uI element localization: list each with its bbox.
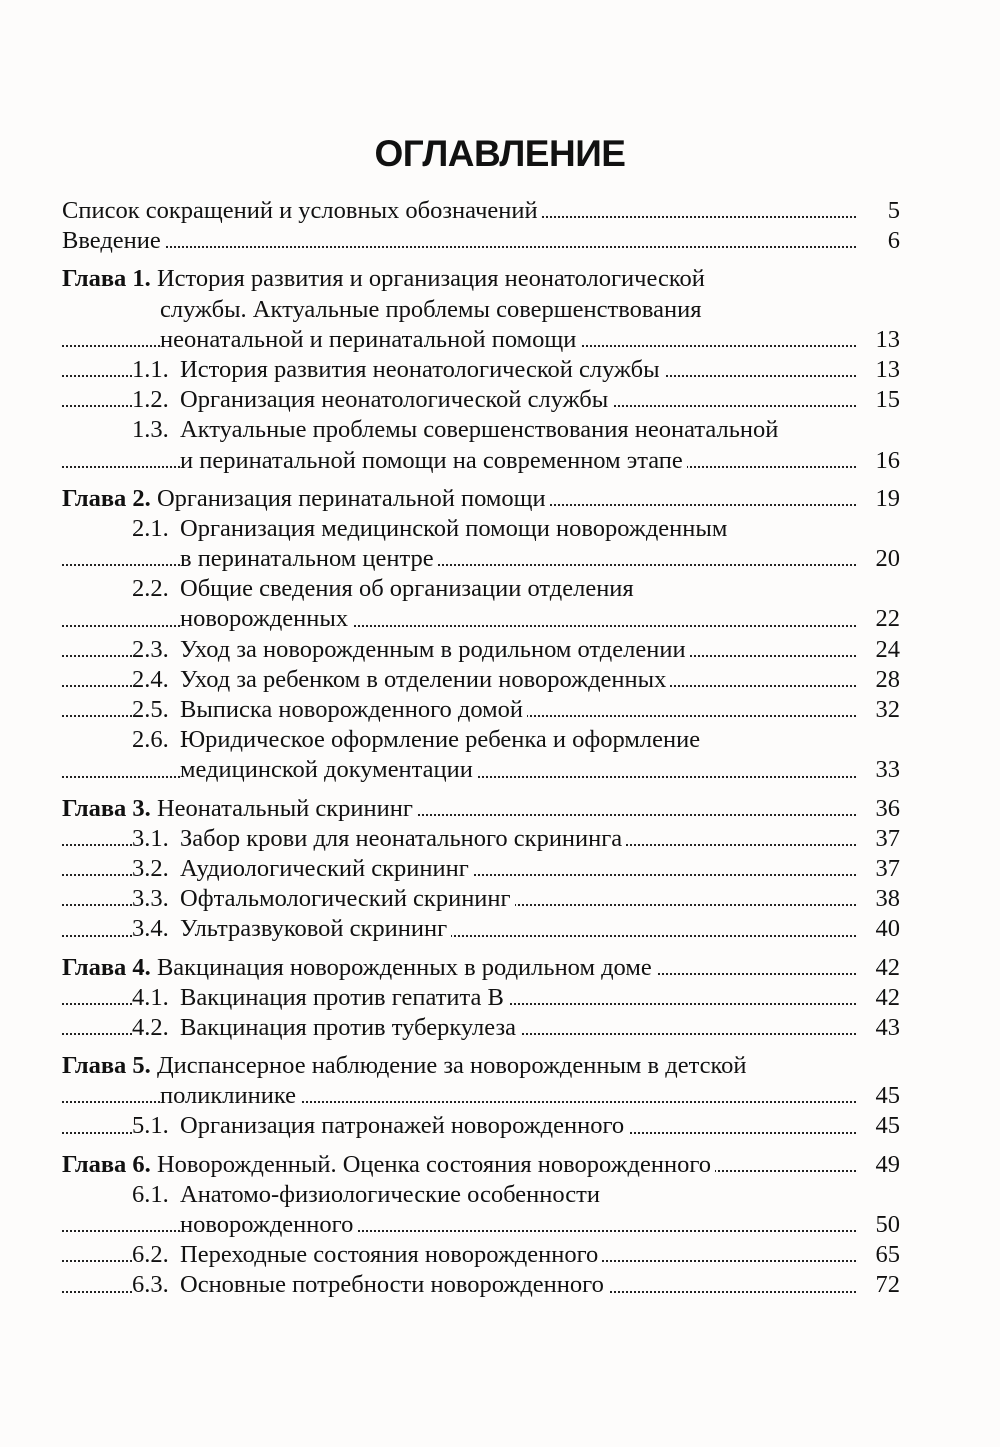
section-number: 2.2. <box>132 575 169 603</box>
toc-section-line[interactable] <box>62 914 900 944</box>
section-title: в перинатальном центре <box>180 545 434 573</box>
page-number: 43 <box>860 1013 900 1043</box>
entry-text <box>132 385 612 415</box>
section-number: 3.2. <box>132 854 169 882</box>
chapter-label: Глава 2. <box>62 484 157 512</box>
chapter-label: Глава 5. <box>62 1052 157 1080</box>
entry-text <box>132 1270 608 1300</box>
toc-section-line[interactable] <box>62 1013 900 1043</box>
page-title: ОГЛАВЛЕНИЕ <box>374 133 626 174</box>
toc-entry-line[interactable] <box>62 196 900 226</box>
page-number: 37 <box>860 854 900 884</box>
page-number: 42 <box>860 953 900 983</box>
entry-text <box>160 295 705 325</box>
chapter-label: Глава 3. <box>62 794 157 822</box>
page-number: 6 <box>860 226 900 256</box>
section-number: 6.2. <box>132 1241 169 1269</box>
page-number: 45 <box>860 1081 900 1111</box>
entry-text <box>132 1240 602 1270</box>
page-number: 13 <box>860 355 900 385</box>
page-number: 38 <box>860 884 900 914</box>
toc-chapter-line[interactable] <box>62 295 900 325</box>
page-number: 50 <box>860 1210 900 1240</box>
chapter-title: История развития и организация неонатологической <box>156 265 705 293</box>
table-of-contents <box>62 196 900 1301</box>
page-number: 32 <box>860 695 900 725</box>
entry-text <box>180 446 687 476</box>
entry-text <box>62 1051 750 1081</box>
chapter-title: неонатальной и перинатальной помощи <box>160 325 577 353</box>
chapter-title: Диспансерное наблюдение за новорожденным в детской <box>156 1052 747 1080</box>
section-number: 3.1. <box>132 824 169 852</box>
entry-text <box>132 884 515 914</box>
toc-entry-line[interactable] <box>62 226 900 256</box>
toc-chapter-line[interactable] <box>62 1150 900 1180</box>
page-number: 65 <box>860 1240 900 1270</box>
chapter-label: Глава 1. <box>62 265 157 293</box>
chapter-label: Глава 6. <box>62 1150 157 1178</box>
section-number: 2.4. <box>132 665 169 693</box>
section-gap <box>62 1142 900 1150</box>
entry-text <box>132 1111 628 1141</box>
chapter-label: Глава 4. <box>62 953 157 981</box>
entry-text <box>132 514 731 544</box>
section-number: 3.3. <box>132 885 169 913</box>
toc-section-line[interactable] <box>62 415 900 445</box>
toc-section-line[interactable] <box>62 884 900 914</box>
section-gap <box>62 945 900 953</box>
entry-text <box>62 953 656 983</box>
toc-section-line[interactable] <box>62 854 900 884</box>
page-number: 16 <box>860 446 900 476</box>
section-title: Организация патронажей новорожденного <box>180 1112 625 1140</box>
section-title: Уход за ребенком в отделении новорожденных <box>180 665 667 693</box>
entry-text <box>62 794 417 824</box>
section-gap <box>62 476 900 484</box>
section-title: Анатомо-физиологические особенности <box>180 1180 600 1208</box>
entry-text <box>62 264 709 294</box>
toc-section-line[interactable] <box>62 1111 900 1141</box>
toc-section-line[interactable] <box>62 695 900 725</box>
section-number: 1.1. <box>132 355 169 383</box>
dot-leader <box>62 246 856 248</box>
toc-chapter-line[interactable] <box>62 1051 900 1081</box>
entry-text <box>132 914 451 944</box>
section-title: медицинской документации <box>180 756 473 784</box>
toc-section-line[interactable] <box>62 574 900 604</box>
section-number: 3.4. <box>132 915 169 943</box>
toc-chapter-line[interactable] <box>62 484 900 514</box>
toc-section-line[interactable] <box>62 385 900 415</box>
entry-text <box>180 1210 357 1240</box>
entry-text <box>132 355 664 385</box>
page-number: 28 <box>860 665 900 695</box>
page-number: 45 <box>860 1111 900 1141</box>
section-title: Юридическое оформление ребенка и оформление <box>180 726 701 754</box>
entry-text <box>160 1081 300 1111</box>
toc-section-line[interactable] <box>62 1180 900 1210</box>
entry-text <box>132 1013 520 1043</box>
section-number: 2.3. <box>132 635 169 663</box>
toc-section-line[interactable] <box>62 514 900 544</box>
section-title: Аудиологический скрининг <box>180 854 469 882</box>
section-number: 2.5. <box>132 696 169 723</box>
section-number: 2.1. <box>132 514 169 542</box>
toc-chapter-line[interactable] <box>62 794 900 824</box>
entry-text <box>132 983 508 1013</box>
entry-text <box>180 544 438 574</box>
entry-text <box>62 226 165 256</box>
toc-section-line[interactable] <box>62 446 900 476</box>
entry-text <box>132 854 473 884</box>
toc-chapter-line[interactable] <box>62 325 900 355</box>
section-gap <box>62 786 900 794</box>
page-number: 5 <box>860 196 900 226</box>
page-number: 37 <box>860 824 900 854</box>
entry-text <box>62 196 542 226</box>
chapter-title: службы. Актуальные проблемы совершенствования <box>160 295 702 323</box>
toc-section-line[interactable] <box>62 635 900 665</box>
section-number: 5.1. <box>132 1112 169 1140</box>
toc-section-line[interactable] <box>62 983 900 1013</box>
chapter-title: Организация перинатальной помощи <box>156 484 546 512</box>
section-title: новорожденного <box>180 1211 354 1238</box>
section-title: и перинатальной помощи на современном этапе <box>180 446 683 474</box>
section-number: 1.3. <box>132 416 169 444</box>
entry-title: Список сокращений и условных обозначений <box>62 197 538 224</box>
toc-section-line[interactable] <box>62 604 900 634</box>
entry-text <box>180 755 477 785</box>
section-title: Организация медицинской помощи новорожденным <box>180 514 728 542</box>
section-title: Ультразвуковой скрининг <box>180 915 448 943</box>
entry-text <box>132 574 638 604</box>
section-number: 4.1. <box>132 983 169 1011</box>
entry-text <box>132 665 670 695</box>
page-number: 22 <box>860 604 900 634</box>
page-number: 24 <box>860 635 900 665</box>
entry-title: Введение <box>62 227 161 255</box>
section-gap <box>62 1043 900 1051</box>
section-title: Переходные состояния новорожденного <box>180 1241 599 1269</box>
section-number: 6.3. <box>132 1271 169 1299</box>
section-number: 4.2. <box>132 1013 169 1041</box>
entry-text <box>132 635 690 665</box>
page-number: 33 <box>860 755 900 785</box>
section-title: Вакцинация против гепатита В <box>180 983 504 1011</box>
chapter-title: поликлинике <box>160 1082 297 1110</box>
entry-text <box>62 484 550 514</box>
toc-section-line[interactable] <box>62 665 900 695</box>
toc-section-line[interactable] <box>62 725 900 755</box>
entry-text <box>180 604 352 634</box>
section-title: История развития неонатологической службы <box>180 355 660 383</box>
toc-section-line[interactable] <box>62 1270 900 1300</box>
toc-section-line[interactable] <box>62 755 900 785</box>
section-title: Выписка новорожденного домой <box>180 696 523 723</box>
section-number: 1.2. <box>132 386 169 414</box>
page-number: 15 <box>860 385 900 415</box>
toc-section-line[interactable] <box>62 355 900 385</box>
page-number: 40 <box>860 914 900 944</box>
section-title: Актуальные проблемы совершенствования неонатальной <box>180 416 779 444</box>
toc-chapter-line[interactable] <box>62 1081 900 1111</box>
toc-section-line[interactable] <box>62 1210 900 1240</box>
toc-chapter-line[interactable] <box>62 264 900 294</box>
toc-section-line[interactable] <box>62 824 900 854</box>
entry-text <box>132 695 527 725</box>
entry-text <box>132 824 626 854</box>
section-title: Основные потребности новорожденного <box>180 1271 604 1299</box>
chapter-title: Неонатальный скрининг <box>156 794 413 822</box>
page-number: 72 <box>860 1270 900 1300</box>
toc-chapter-line[interactable] <box>62 953 900 983</box>
toc-section-line[interactable] <box>62 1240 900 1270</box>
entry-text <box>132 1180 604 1210</box>
section-title: Уход за новорожденным в родильном отделении <box>180 635 686 663</box>
chapter-title: Новорожденный. Оценка состояния новорожденного <box>156 1150 712 1178</box>
section-title: новорожденных <box>180 605 349 633</box>
page-number: 49 <box>860 1150 900 1180</box>
section-title: Офтальмологический скрининг <box>180 885 511 913</box>
section-number: 6.1. <box>132 1180 169 1208</box>
entry-text <box>132 415 782 445</box>
chapter-title: Вакцинация новорожденных в родильном доме <box>156 953 652 981</box>
page-number: 36 <box>860 794 900 824</box>
section-title: Забор крови для неонатального скрининга <box>180 824 623 852</box>
toc-section-line[interactable] <box>62 544 900 574</box>
entry-text <box>160 325 580 355</box>
section-title: Вакцинация против туберкулеза <box>180 1013 517 1041</box>
section-title: Организация неонатологической службы <box>180 386 609 414</box>
page-number: 13 <box>860 325 900 355</box>
page-number: 19 <box>860 484 900 514</box>
section-number: 2.6. <box>132 726 169 754</box>
page-number: 20 <box>860 544 900 574</box>
section-title: Общие сведения об организации отделения <box>180 575 634 603</box>
section-gap <box>62 256 900 264</box>
page-number: 42 <box>860 983 900 1013</box>
entry-text <box>132 725 704 755</box>
entry-text <box>62 1150 715 1180</box>
